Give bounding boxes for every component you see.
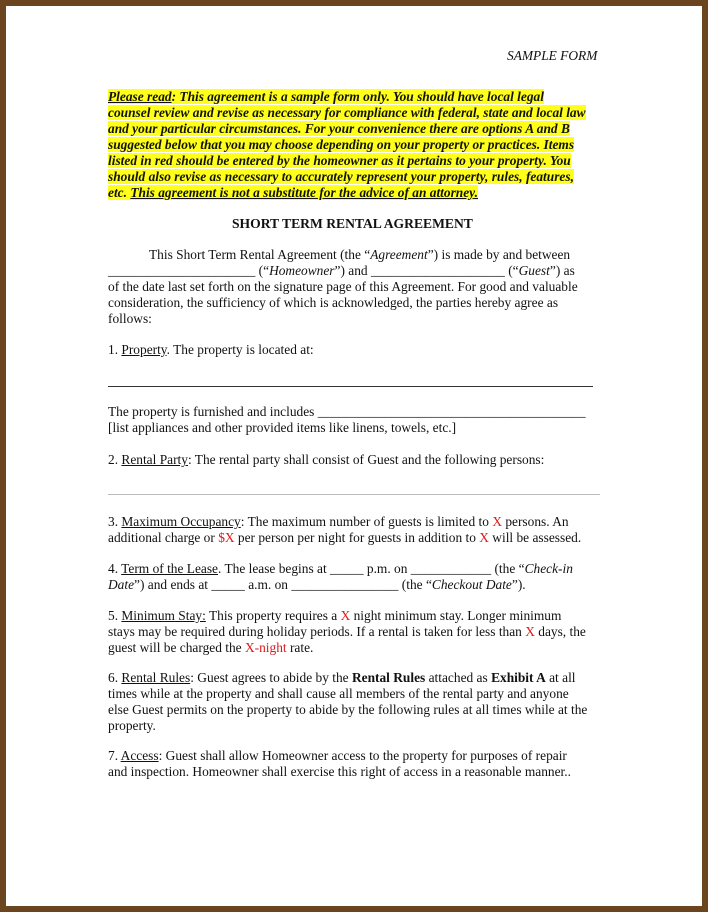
date-term: Date (108, 577, 135, 592)
section-1-title: Property (121, 342, 167, 357)
agreement-term: Agreement (370, 247, 428, 262)
furnished-list-note: [list appliances and other provided items like linens, towels, etc.] (108, 420, 457, 435)
notice-line: should also revise as necessary to accurately represent your property, rules, features, (108, 169, 574, 184)
short-stay-days-value: X (525, 624, 535, 639)
section-5-line-2: stays may be required during holiday periods. If a rental is taken for less than X days, the (108, 624, 586, 639)
intro-line-1: This Short Term Rental Agreement (the “Agreement”) is made by and between (149, 247, 571, 262)
section-4-line-1: 4. Term of the Lease. The lease begins at _____ p.m. on ____________ (the “Check-in (108, 561, 573, 576)
section-6-line-3: else Guest permits on the property to abide by the following rules at all times while at the (108, 702, 588, 717)
intro-line-4: consideration, the sufficiency of which is acknowledged, the parties hereby agree as (108, 295, 559, 310)
notice-line: and your particular circumstances. For your convenience there are options A and B (108, 121, 570, 136)
section-3-line-2: additional charge or $X per person per night for guests in addition to X will be assessed. (108, 530, 582, 545)
document-page (6, 6, 702, 906)
section-4-title: Term of the Lease (121, 561, 218, 576)
address-line (108, 386, 593, 387)
night-rate-value: X-night (244, 640, 287, 655)
section-6-line-1: 6. Rental Rules: Guest agrees to abide by the Rental Rules attached as Exhibit A at all (108, 670, 576, 685)
section-3-title: Maximum Occupancy (121, 514, 241, 529)
notice-disclaimer: This agreement is not a substitute for the advice of an attorney. (130, 185, 478, 200)
section-5-title: Minimum Stay: (121, 608, 206, 623)
checkout-term: Checkout Date (431, 577, 512, 592)
section-6-line-2: times while at the property and shall cause all members of the rental party and anyone (108, 686, 569, 701)
intro-line-3: of the date last set forth on the signature page of this Agreement. For good and valuable (108, 279, 578, 294)
extra-charge-value: $X (218, 530, 235, 545)
section-4-line-2: Date”) and ends at _____ a.m. on ________________ (the “Checkout Date”). (108, 577, 526, 592)
checkin-term: Check-in (524, 561, 573, 576)
section-5-line-3: guest will be charged the X-night rate. (108, 640, 314, 655)
sample-form-label: SAMPLE FORM (507, 48, 598, 63)
intro-line-5: follows: (108, 311, 152, 326)
section-1-heading: 1. Property. The property is located at: (108, 342, 314, 357)
exhibit-a-term: Exhibit A (491, 670, 546, 685)
notice-line: counsel review and revise as necessary for compliance with federal, state and local law (108, 105, 586, 120)
extra-guests-value: X (479, 530, 489, 545)
persons-line (108, 494, 600, 495)
notice-lead: Please read (108, 89, 172, 104)
section-6-line-4: property. (108, 718, 156, 733)
notice-line: etc. (108, 185, 131, 200)
rental-rules-term: Rental Rules (351, 670, 426, 685)
agreement-title: SHORT TERM RENTAL AGREEMENT (232, 216, 473, 231)
intro-line-2: ______________________ (“Homeowner”) and ____________________ (“Guest”) as (108, 263, 575, 278)
section-2-title: Rental Party (121, 452, 188, 467)
guest-term: Guest (518, 263, 550, 278)
notice-line: suggested below that you may choose depending on your property or practices. Items (108, 137, 575, 152)
section-2-heading: 2. Rental Party: The rental party shall consist of Guest and the following persons: (108, 452, 545, 467)
max-guests-value: X (492, 514, 502, 529)
section-7-line-2: and inspection. Homeowner shall exercise this right of access in a reasonable manner.. (108, 764, 571, 779)
notice-line: listed in red should be entered by the homeowner as it pertains to your property. You (108, 153, 571, 168)
min-stay-value: X (340, 608, 351, 623)
notice-line: : This agreement is a sample form only. You should have local legal (171, 89, 544, 104)
homeowner-term: Homeowner (269, 263, 335, 278)
section-6-title: Rental Rules (121, 670, 191, 685)
furnished-line: The property is furnished and includes ________________________________________ (108, 404, 586, 419)
section-5-line-1: 5. Minimum Stay: This property requires a X night minimum stay. Longer minimum (108, 608, 562, 623)
section-7-title: Access (120, 748, 159, 763)
section-7-line-1: 7. Access: Guest shall allow Homeowner access to the property for purposes of repair (108, 748, 567, 763)
section-3-line-1: 3. Maximum Occupancy: The maximum number of guests is limited to X persons. An (108, 514, 569, 529)
